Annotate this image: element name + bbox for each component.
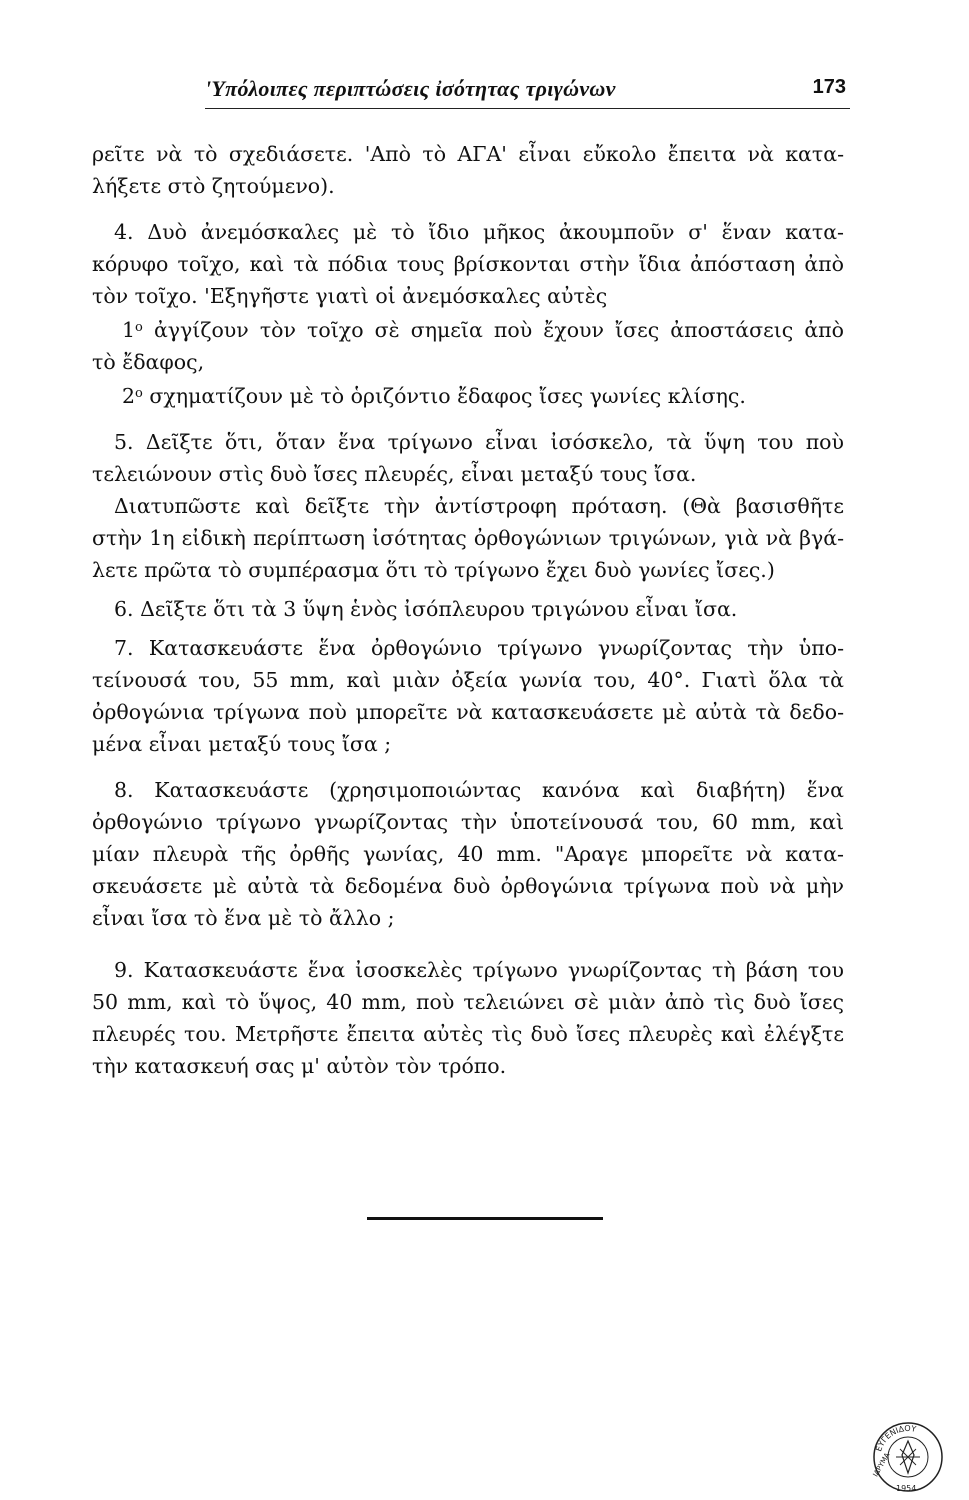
- end-rule: [367, 1217, 603, 1220]
- item-text: ἀγγίζουν τὸν τοῖχο σὲ σημεῖα ποὺ ἔχουν ἴσες ἀποστάσεις ἀπὸ: [142, 318, 844, 342]
- item-number: 2: [122, 384, 136, 408]
- text-line: [92, 312, 844, 346]
- text-line: Διατυπῶστε καὶ δεῖξτε τὴν ἀντίστροφη πρόταση. (Θὰ βασισθῆτε: [114, 494, 844, 518]
- running-header: [205, 72, 850, 109]
- text-line: τὸν τοῖχο. 'Εξηγῆστε γιατὶ οἱ ἀνεμόσκαλες αὐτὲς: [92, 284, 608, 308]
- item-text: σχηματίζουν μὲ τὸ ὁριζόντιο ἔδαφος ἴσες γωνίες κλίσης.: [142, 384, 746, 408]
- text-line: κόρυφο τοῖχο, καὶ τὰ πόδια τους βρίσκονται στὴν ἴδια ἀπόσταση ἀπὸ: [92, 252, 844, 276]
- text-line: λήξετε στὸ ζητούμενο).: [92, 174, 335, 198]
- page-number: 173: [812, 76, 846, 98]
- exercise-9: 9. Κατασκευάστε ἕνα ἰσοσκελὲς τρίγωνο γνωρίζοντας τὴ βάση του: [114, 958, 844, 982]
- text-line: τείνουσά του, 55 mm, καὶ μιὰν ὀξεία γωνία του, 40°. Γιατὶ ὅλα τὰ: [92, 668, 844, 692]
- text-line: εἶναι ἴσα τὸ ἕνα μὲ τὸ ἄλλο ;: [92, 906, 395, 930]
- text-line: σκευάσετε μὲ αὐτὰ τὰ δεδομένα δυὸ ὀρθογώνια τρίγωνα ποὺ νὰ μὴν: [92, 874, 844, 898]
- text-line: [92, 378, 844, 412]
- item-number: 1: [122, 318, 136, 342]
- exercise-8: 8. Κατασκευάστε (χρησιμοποιώντας κανόνα καὶ διαβήτη) ἕνα: [114, 778, 844, 802]
- exercise-7: 7. Κατασκευάστε ἕνα ὀρθογώνιο τρίγωνο γνωρίζοντας τὴν ὑπο-: [114, 636, 844, 660]
- text-line: ὀρθογώνιο τρίγωνο γνωρίζοντας τὴν ὑποτείνουσά του, 60 mm, καὶ: [92, 810, 844, 834]
- exercise-6: 6. Δεῖξτε ὅτι τὰ 3 ὕψη ἑνὸς ἰσόπλευρου τριγώνου εἶναι ἴσα.: [114, 597, 738, 621]
- text-line: πλευρές του. Μετρῆστε ἔπειτα αὐτὲς τὶς δυὸ ἴσες πλευρὲς καὶ ἐλέγξτε: [92, 1022, 844, 1046]
- exercise-5: 5. Δεῖξτε ὅτι, ὅταν ἕνα τρίγωνο εἶναι ἰσόσκελο, τὰ ὕψη του ποὺ: [114, 430, 844, 454]
- text-line: τὴν κατασκευή σας μ' αὐτὸν τὸν τρόπο.: [92, 1054, 507, 1078]
- chapter-title: 'Υπόλοιπες περιπτώσεις ἰσότητας τριγώνων: [205, 76, 616, 101]
- ordinal-superscript: ο: [135, 320, 143, 335]
- text-line: στὴν 1η εἰδικὴ περίπτωση ἰσότητας ὀρθογώνιων τριγώνων, γιὰ νὰ βγά-: [92, 526, 844, 550]
- text-line: μένα εἶναι μεταξύ τους ἴσα ;: [92, 732, 392, 756]
- foundation-seal-icon: [868, 1415, 948, 1493]
- text-line: τελειώνουν στὶς δυὸ ἴσες πλευρές, εἶναι μεταξύ τους ἴσα.: [92, 462, 697, 486]
- seal-year: 1954: [896, 1484, 917, 1493]
- text-line: 50 mm, καὶ τὸ ὕψος, 40 mm, ποὺ τελειώνει σὲ μιὰν ἀπὸ τὶς δυὸ ἴσες: [92, 990, 844, 1014]
- text-line: ὀρθογώνια τρίγωνα ποὺ μπορεῖτε νὰ κατασκευάσετε μὲ αὐτὰ τὰ δεδο-: [92, 700, 844, 724]
- ordinal-superscript: ο: [135, 386, 143, 401]
- exercise-text: [92, 138, 844, 1082]
- text-line: ρεῖτε νὰ τὸ σχεδιάσετε. 'Απὸ τὸ ΑΓΑ' εἶναι εὔκολο ἔπειτα νὰ κατα-: [92, 142, 844, 166]
- exercise-4: 4. Δυὸ ἀνεμόσκαλες μὲ τὸ ἴδιο μῆκος ἀκουμποῦν σ' ἕναν κατα-: [114, 220, 844, 244]
- text-line: τὸ ἔδαφος,: [92, 350, 205, 374]
- seal-top-text: ΕΥΓΕΝΙΔΟΥ: [874, 1423, 917, 1453]
- text-line: λετε πρῶτα τὸ συμπέρασμα ὅτι τὸ τρίγωνο ἔχει δυὸ γωνίες ἴσες.): [92, 558, 775, 582]
- seal-side-text: ΙΔΡΥΜΑ: [871, 1451, 892, 1479]
- text-line: μίαν πλευρὰ τῆς ὀρθῆς γωνίας, 40 mm. "Αραγε μπορεῖτε νὰ κατα-: [92, 842, 844, 866]
